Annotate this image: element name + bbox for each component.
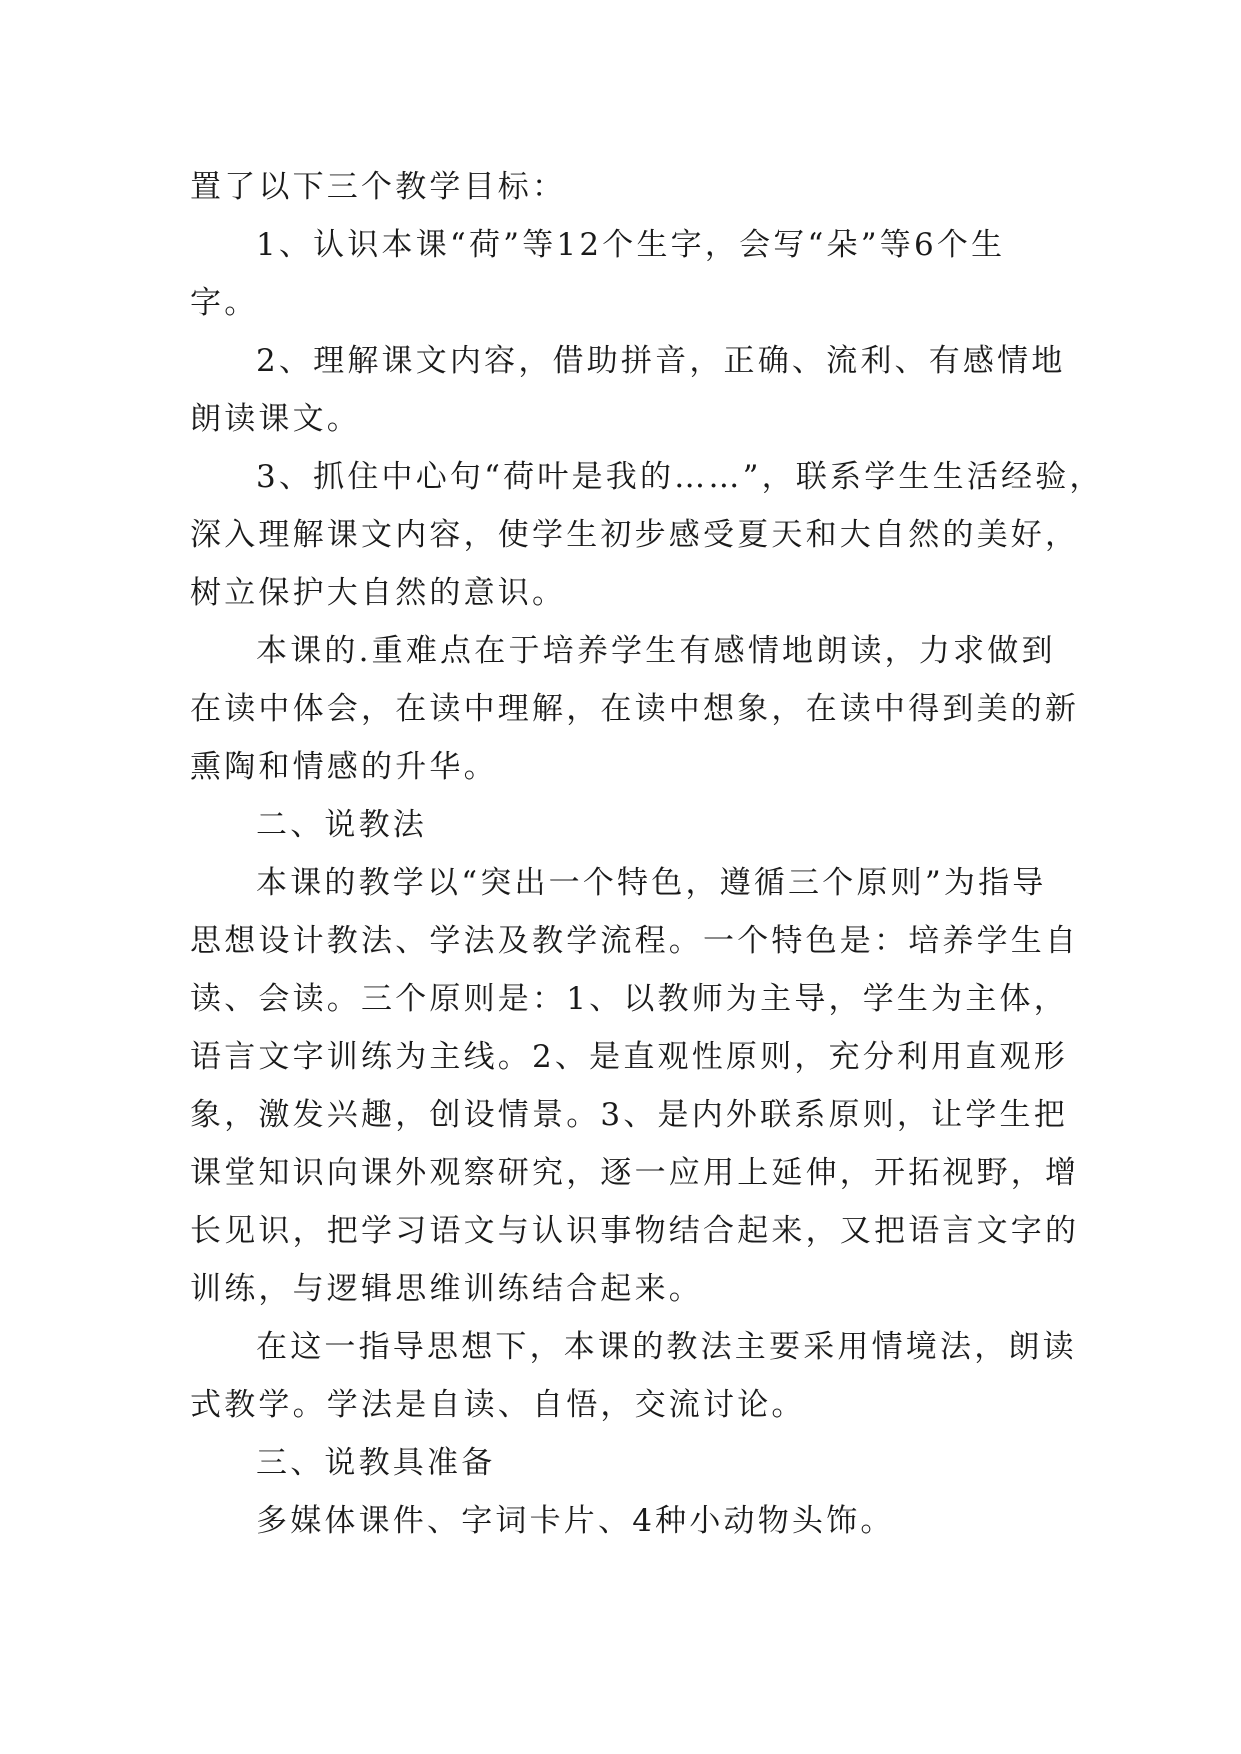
text-line: 课堂知识向课外观察研究，逐一应用上延伸，开拓视野，增 [190, 1155, 1080, 1191]
section-heading: 三、说教具准备 [256, 1445, 496, 1481]
goal-3-line: 3、抓住中心句“荷叶是我的……”，联系学生生活经验， [256, 459, 1104, 495]
text-line: 熏陶和情感的升华。 [190, 749, 498, 785]
text-line: 字。 [190, 285, 259, 321]
document-page [190, 158, 1104, 1550]
paragraph-start-line: 在这一指导思想下，本课的教法主要采用情境法，朗读 [256, 1329, 1077, 1365]
goal-2-line: 2、理解课文内容，借助拼音，正确、流利、有感情地 [256, 343, 1066, 379]
text-line: 语言文字训练为主线。2、是直观性原则，充分利用直观形 [190, 1039, 1068, 1075]
text-line: 树立保护大自然的意识。 [190, 575, 567, 611]
text-line: 读、会读。三个原则是：1、以教师为主导，学生为主体， [190, 981, 1068, 1017]
paragraph-start-line: 多媒体课件、字词卡片、4种小动物头饰。 [256, 1503, 895, 1539]
paragraph-start-line: 本课的.重难点在于培养学生有感情地朗读，力求做到 [256, 633, 1056, 669]
section-heading: 二、说教法 [256, 807, 427, 843]
paragraph-start-line: 本课的教学以“突出一个特色，遵循三个原则”为指导 [256, 865, 1047, 901]
text-line: 思想设计教法、学法及教学流程。一个特色是：培养学生自 [190, 923, 1080, 959]
text-line: 深入理解课文内容，使学生初步感受夏天和大自然的美好， [190, 517, 1080, 553]
text-line: 朗读课文。 [190, 401, 361, 437]
text-line: 象，激发兴趣，创设情景。3、是内外联系原则，让学生把 [190, 1097, 1068, 1133]
text-line: 训练，与逻辑思维训练结合起来。 [190, 1271, 703, 1307]
text-line: 式教学。学法是自读、自悟，交流讨论。 [190, 1387, 806, 1423]
goal-1-line: 1、认识本课“荷”等12个生字，会写“朵”等6个生 [256, 227, 1006, 263]
text-line: 在读中体会，在读中理解，在读中想象，在读中得到美的新 [190, 691, 1080, 727]
text-line: 置了以下三个教学目标： [190, 169, 567, 205]
text-line: 长见识，把学习语文与认识事物结合起来，又把语言文字的 [190, 1213, 1080, 1249]
